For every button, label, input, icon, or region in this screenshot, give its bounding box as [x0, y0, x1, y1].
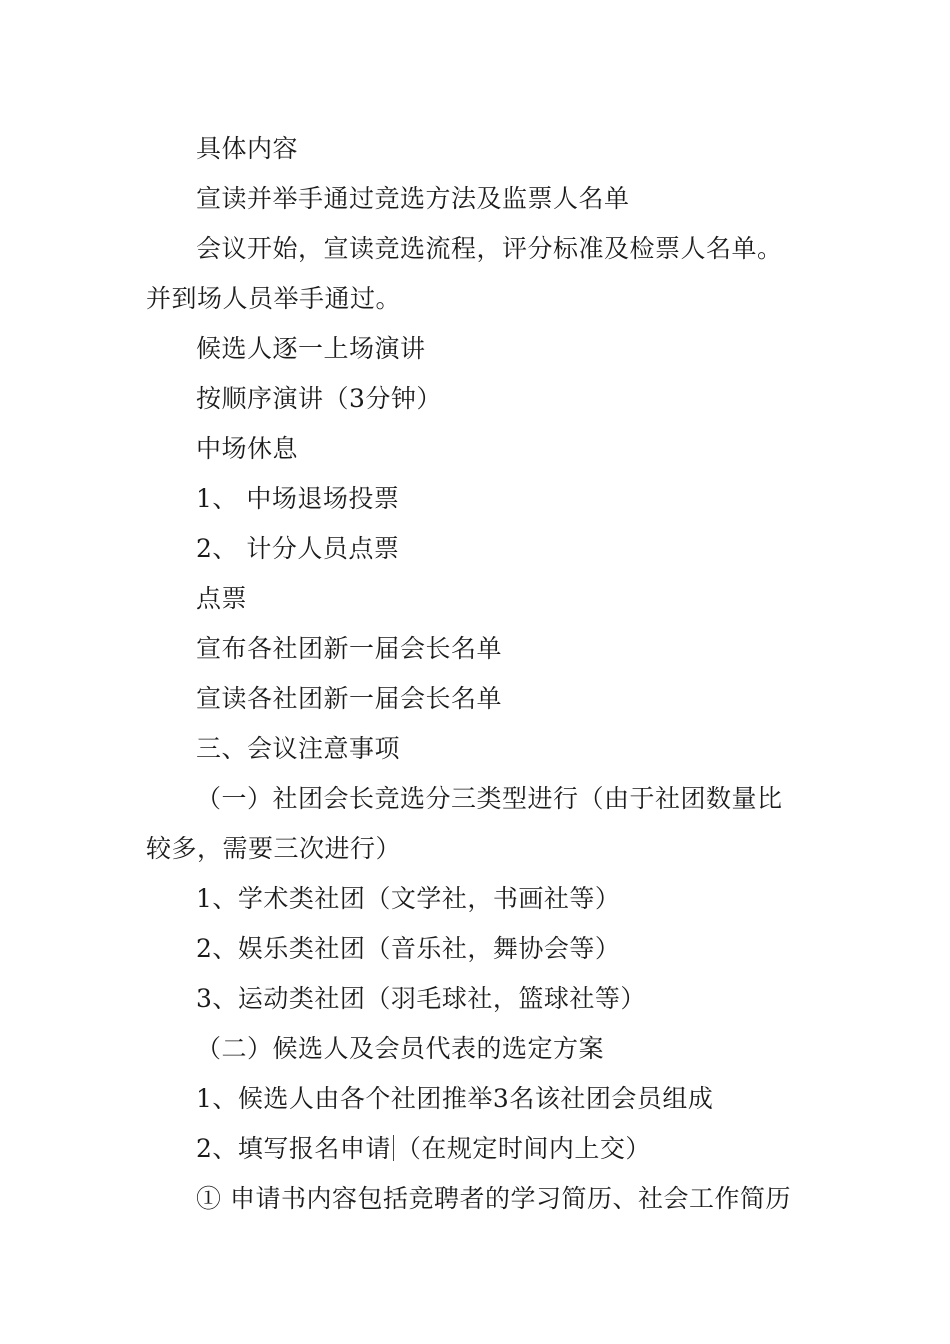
list-item-vote: 1、 中场退场投票	[196, 484, 400, 513]
list-item-application-content: ① 申请书内容包括竞聘者的学习简历、社会工作简历	[196, 1184, 791, 1213]
paragraph-election-types: （一）社团会长竞选分三类型进行（由于社团数量比	[196, 784, 783, 813]
list-item-application	[196, 1134, 651, 1164]
list-item-candidates: 1、候选人由各个社团推举3名该社团会员组成	[196, 1084, 714, 1113]
paragraph-meeting-start: 会议开始，宣读竞选流程，评分标准及检票人名单。	[196, 234, 783, 263]
heading-content: 具体内容	[196, 134, 299, 163]
item-ballot-count: 点票	[196, 584, 248, 613]
list-item-academic: 1、学术类社团（文学社，书画社等）	[196, 884, 621, 913]
item-break: 中场休息	[196, 434, 299, 463]
item-announce-presidents: 宣布各社团新一届会长名单	[196, 634, 503, 663]
subsection-heading-selection: （二）候选人及会员代表的选定方案	[196, 1034, 605, 1063]
paragraph-meeting-start-continued: 并到场人员举手通过。	[146, 284, 402, 313]
item-candidate-speech: 候选人逐一上场演讲	[196, 334, 426, 363]
list-item-count: 2、 计分人员点票	[196, 534, 400, 563]
paragraph-election-types-continued: 较多，需要三次进行）	[146, 834, 402, 863]
item-announce-method: 宣读并举手通过竞选方法及监票人名单	[196, 184, 630, 213]
text-cursor	[393, 1135, 394, 1161]
application-note: （在规定时间内上交）	[395, 1134, 651, 1163]
item-read-presidents: 宣读各社团新一届会长名单	[196, 684, 503, 713]
application-label: 2、填写报名申请	[196, 1134, 391, 1163]
list-item-sports: 3、运动类社团（羽毛球社，篮球社等）	[196, 984, 646, 1013]
section-heading-notes: 三、会议注意事项	[196, 734, 401, 763]
list-item-entertainment: 2、娱乐类社团（音乐社，舞协会等）	[196, 934, 621, 963]
item-speech-order: 按顺序演讲（3分钟）	[196, 384, 442, 413]
